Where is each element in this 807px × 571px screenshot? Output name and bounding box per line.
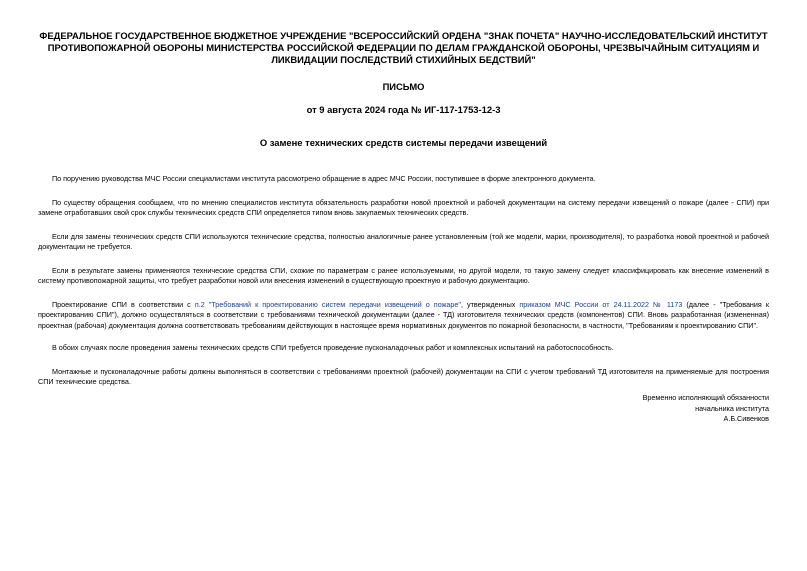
signature-position-line: начальника института: [695, 403, 769, 413]
paragraph-5: [38, 300, 769, 332]
document-type: ПИСЬМО: [382, 81, 425, 92]
document-date-number: от 9 августа 2024 года № ИГ-117-1753-12-3: [306, 104, 501, 115]
paragraph-2: По существу обращения сообщаем, что по мнению специалистов института обязательность разработки новой проектной и рабочей документации на систему передачи извещений о пожаре (далее - СПИ) при замене отработавших свой срок службы технических средств СПИ определяется типом вновь закупаемых технических средств.: [38, 197, 769, 217]
organization-name: ФЕДЕРАЛЬНОЕ ГОСУДАРСТВЕННОЕ БЮДЖЕТНОЕ УЧРЕЖДЕНИЕ "ВСЕРОССИЙСКИЙ ОРДЕНА "ЗНАК ПОЧЕТА" НАУЧНО-ИССЛЕДОВАТЕЛЬСКИЙ ИНСТИТУТ ПРОТИВОПОЖАРНОЙ ОБОРОНЫ МИНИСТЕРСТВА РОССИЙСКОЙ ФЕДЕРАЦИИ ПО ДЕЛАМ ГРАЖДАНСКОЙ ОБОРОНЫ, ЧРЕЗВЫЧАЙНЫМ СИТУАЦИЯМ И ЛИКВИДАЦИИ ПОСЛЕДСТВИЙ СТИХИЙНЫХ БЕДСТВИЙ": [39, 30, 768, 65]
paragraph-3: Если для замены технических средств СПИ используются технические средства, полностью аналогичные ранее установленным (той же модели, марки, производителя), то разработка новой проектной и рабочей документации не требуется.: [38, 231, 769, 251]
document-subject: О замене технических средств системы передачи извещений: [259, 137, 548, 148]
paragraph-5-text-a: Проектирование СПИ в соответствии с: [52, 299, 195, 309]
paragraph-5-text-b: , утвержденных: [460, 299, 520, 309]
signature-title-line: Временно исполняющий обязанности: [642, 393, 769, 402]
paragraph-1: По поручению руководства МЧС России специалистами института рассмотрено обращение в адрес МЧС России, поступившее в форме электронного документа.: [52, 174, 596, 183]
order-link[interactable]: приказом МЧС России от 24.11.2022 № 1173: [519, 299, 683, 309]
paragraph-4: Если в результате замены применяются технические средства СПИ, схожие по параметрам с ранее используемыми, но другой модели, то такую замену следует классифицировать как внесение изменений в систему противопожарной защиты, что требует разработки новой или внесения изменений в существующую проектную и рабочую документацию.: [38, 265, 769, 285]
signature-block: [643, 393, 769, 425]
requirements-link[interactable]: п.2 "Требований к проектированию систем передачи извещений о пожаре": [194, 299, 461, 309]
signature-name: А.Б.Сивенков: [723, 414, 769, 424]
paragraph-5-text-c: (далее - "Требования к проектированию СПИ"), должно осуществляться в соответствии с требованиями технической документации (далее - ТД) изготовителя технических средств (компонентов) СПИ. Вновь разработанная (измененная) проектная (рабочая) документация должна соответствовать требованиям действующих в настоящее время нормативных документов по пожарной безопасности, в частности, "Требованиям к проектированию СПИ".: [38, 299, 770, 330]
paragraph-6: В обоих случаях после проведения замены технических средств СПИ требуется проведение пусконаладочных работ и комплексных испытаний на работоспособность.: [52, 343, 614, 352]
paragraph-7: Монтажные и пусконаладочные работы должны выполняться в соответствии с требованиями проектной (рабочей) документации на СПИ с учетом требований ТД изготовителя на применяемые для построения СПИ технические средства.: [38, 366, 769, 386]
